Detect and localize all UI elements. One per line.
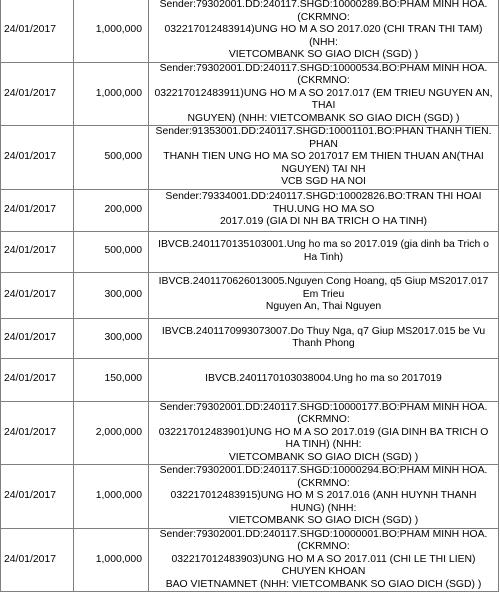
transaction-date: 24/01/2017 [1, 0, 74, 62]
transaction-date: 24/01/2017 [1, 528, 74, 592]
transaction-description: IBVCB.2401170135103001.Ung ho ma so 2017.019 (gia dinh ba Trich o Ha Tinh) [149, 231, 499, 272]
transaction-amount: 500,000 [74, 231, 149, 272]
table-row [1, 401, 499, 465]
transaction-date: 24/01/2017 [1, 126, 74, 190]
table-row [1, 358, 499, 401]
transaction-description: Sender:79302001.DD:240117.SHGD:10000289.BO:PHAM MINH HOA.(CKRMNO: 032217012483914)UNG HO M A SO 2017.020 (CHI TRAN THI TAM) (NHH: VIETCOMBANK SO GIAO DICH (SGD) ) [149, 0, 499, 62]
table-row [1, 231, 499, 272]
transaction-date: 24/01/2017 [1, 465, 74, 529]
transaction-amount: 1,000,000 [74, 465, 149, 529]
table-row [1, 189, 499, 231]
transaction-amount: 150,000 [74, 358, 149, 401]
transaction-description: Sender:79302001.DD:240117.SHGD:10000001.BO:PHAM MINH HOA.(CKRMNO: 032217012483903)UNG HO M A SO 2017.011 (CHI LE THI LIEN) CHUYEN KHOAN BAO VIETNAMNET (NHH: VIETCOMBANK SO GIAO DICH (SGD) ) [149, 528, 499, 592]
transaction-date: 24/01/2017 [1, 189, 74, 231]
transaction-description: IBVCB.2401170626013005.Nguyen Cong Hoang, q5 Giup MS2017.017 Em Trieu Nguyen An, Thai Nguyen [149, 272, 499, 318]
table-row [1, 0, 499, 62]
transaction-description: Sender:79302001.DD:240117.SHGD:10000177.BO:PHAM MINH HOA.(CKRMNO: 032217012483901)UNG HO M A SO 2017.019 (GIA DINH BA TRICH O HA TINH) (NHH: VIETCOMBANK SO GIAO DICH (SGD) ) [149, 401, 499, 465]
table-row [1, 126, 499, 190]
table-row [1, 528, 499, 592]
table-row [1, 272, 499, 318]
transaction-date: 24/01/2017 [1, 62, 74, 126]
transaction-amount: 1,000,000 [74, 528, 149, 592]
transaction-description: IBVCB.2401170103038004.Ung ho ma so 2017019 [149, 358, 499, 401]
transaction-date: 24/01/2017 [1, 272, 74, 318]
transaction-description: Sender:79334001.DD:240117.SHGD:10002826.BO:TRAN THI HOAI THU.UNG HO MA SO 2017.019 (GIA DI NH BA TRICH O HA TINH) [149, 189, 499, 231]
transaction-amount: 2,000,000 [74, 401, 149, 465]
transaction-amount: 1,000,000 [74, 0, 149, 62]
table-row [1, 62, 499, 126]
transaction-description: Sender:79302001.DD:240117.SHGD:10000294.BO:PHAM MINH HOA.(CKRMNO: 032217012483915)UNG HO M S 2017.016 (ANH HUYNH THANH HUNG) (NHH: VIETCOMBANK SO GIAO DICH (SGD) ) [149, 465, 499, 529]
transaction-date: 24/01/2017 [1, 358, 74, 401]
transaction-description: IBVCB.2401170993073007.Do Thuy Nga, q7 Giup MS2017.015 be Vu Thanh Phong [149, 318, 499, 358]
transaction-amount: 1,000,000 [74, 62, 149, 126]
transaction-date: 24/01/2017 [1, 318, 74, 358]
transaction-amount: 300,000 [74, 318, 149, 358]
table-row [1, 465, 499, 529]
transaction-date: 24/01/2017 [1, 231, 74, 272]
transaction-date: 24/01/2017 [1, 401, 74, 465]
transaction-description: Sender:79302001.DD:240117.SHGD:10000534.BO:PHAM MINH HOA.(CKRMNO: 032217012483911)UNG HO M A SO 2017.017 (EM TRIEU NGUYEN AN, THAI NGUYEN) (NHH: VIETCOMBANK SO GIAO DICH (SGD) ) [149, 62, 499, 126]
transaction-amount: 500,000 [74, 126, 149, 190]
transaction-description: Sender:91353001.DD:240117.SHGD:10001101.BO:PHAN THANH TIEN. PHAN THANH TIEN UNG HO MA SO 2017017 EM THIEN THUAN AN(THAI NGUYEN) TAI NH VCB SGD HA NOI [149, 126, 499, 190]
transaction-amount: 300,000 [74, 272, 149, 318]
transaction-amount: 200,000 [74, 189, 149, 231]
table-row [1, 318, 499, 358]
